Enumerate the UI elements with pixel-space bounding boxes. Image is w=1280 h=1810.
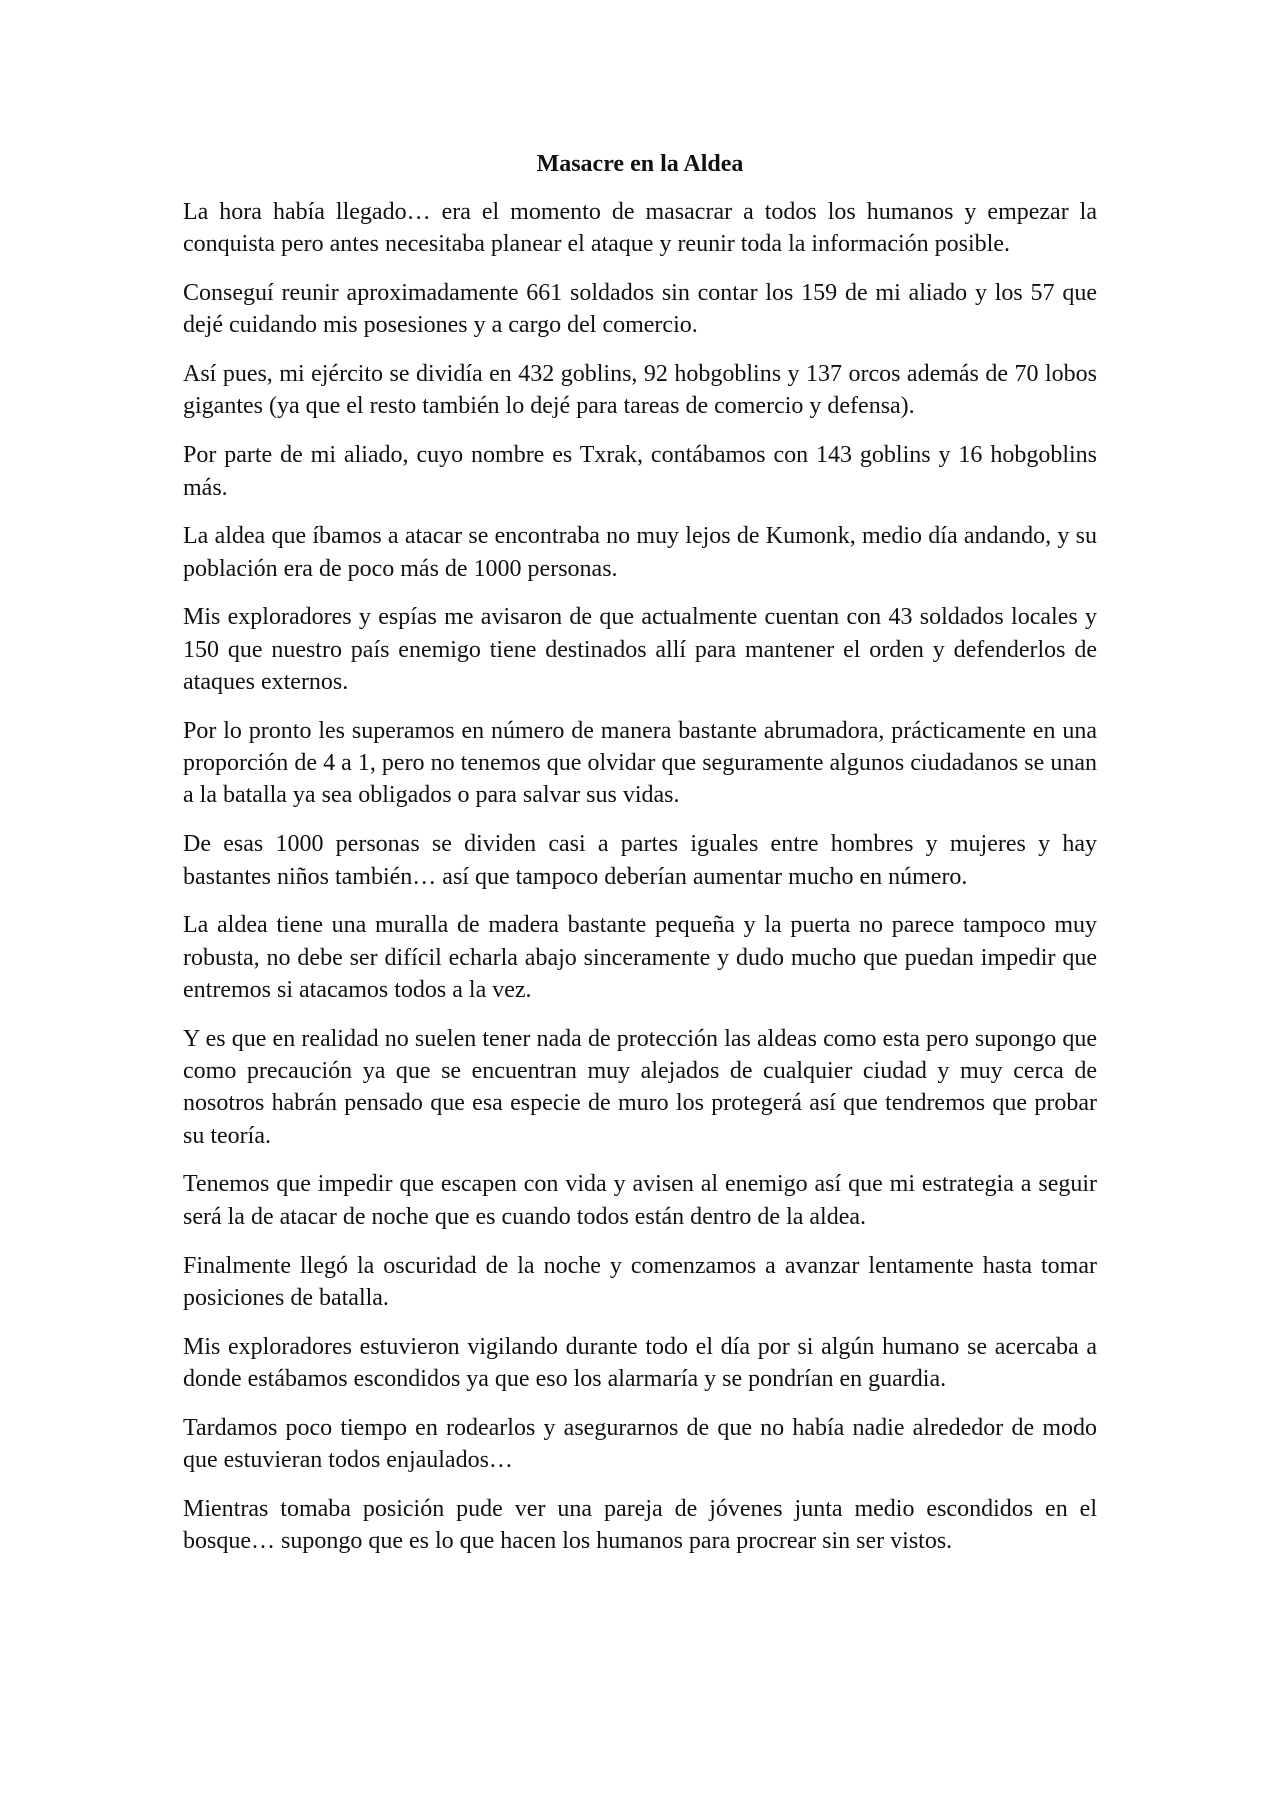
- paragraph-4: Por parte de mi aliado, cuyo nombre es Txrak, contábamos con 143 goblins y 16 hobgoblins más.: [183, 442, 1097, 501]
- paragraph-9: La aldea tiene una muralla de madera bastante pequeña y la puerta no parece tampoco muy robusta, no debe ser difícil echarla abajo sinceramente y dudo mucho que puedan impedir que entremos si atacamos todos a la vez.: [183, 912, 1097, 1003]
- paragraph-1: La hora había llegado… era el momento de masacrar a todos los humanos y empezar la conquista pero antes necesitaba planear el ataque y reunir toda la información posible.: [183, 199, 1097, 258]
- paragraph-15: Mientras tomaba posición pude ver una pareja de jóvenes junta medio escondidos en el bosque… supongo que es lo que hacen los humanos para procrear sin ser vistos.: [183, 1495, 1097, 1555]
- paragraph-11: Tenemos que impedir que escapen con vida y avisen al enemigo así que mi estrategia a seguir será la de atacar de noche que es cuando todos están dentro de la aldea.: [183, 1171, 1097, 1230]
- paragraph-5: La aldea que íbamos a atacar se encontraba no muy lejos de Kumonk, medio día andando, y su población era de poco más de 1000 personas.: [183, 523, 1097, 582]
- paragraph-14: Tardamos poco tiempo en rodearlos y asegurarnos de que no había nadie alrededor de modo que estuvieran todos enjaulados…: [183, 1414, 1097, 1473]
- document-title: Masacre en la Aldea: [536, 151, 744, 177]
- paragraph-3: Así pues, mi ejército se dividía en 432 goblins, 92 hobgoblins y 137 orcos además de 70 lobos gigantes (ya que el resto también lo dejé para tareas de comercio y defensa).: [183, 361, 1097, 420]
- paragraph-12: Finalmente llegó la oscuridad de la noche y comenzamos a avanzar lentamente hasta tomar posiciones de batalla.: [183, 1252, 1097, 1311]
- paragraph-7: Por lo pronto les superamos en número de manera bastante abrumadora, prácticamente en una proporción de 4 a 1, pero no tenemos que olvidar que seguramente algunos ciudadanos se unan a la batalla ya sea obligados o para salvar sus vidas.: [183, 717, 1097, 809]
- paragraph-6: Mis exploradores y espías me avisaron de que actualmente cuentan con 43 soldados locales y 150 que nuestro país enemigo tiene destinados allí para mantener el orden y defenderlos de ataques externos.: [183, 604, 1097, 696]
- document-page: [183, 148, 1097, 1574]
- paragraph-10: Y es que en realidad no suelen tener nada de protección las aldeas como esta pero supongo que como precaución ya que se encuentran muy alejados de cualquier ciudad y muy cerca de nosotros habrán pensado que esa especie de muro los protegerá así que tendremos que probar su teoría.: [183, 1025, 1097, 1149]
- paragraph-13: Mis exploradores estuvieron vigilando durante todo el día por si algún humano se acercaba a donde estábamos escondidos ya que eso los alarmaría y se pondrían en guardia.: [183, 1333, 1097, 1392]
- paragraph-2: Conseguí reunir aproximadamente 661 soldados sin contar los 159 de mi aliado y los 57 que dejé cuidando mis posesiones y a cargo del comercio.: [183, 280, 1097, 339]
- paragraph-8: De esas 1000 personas se dividen casi a partes iguales entre hombres y mujeres y hay bastantes niños también… así que tampoco deberían aumentar mucho en número.: [183, 831, 1097, 890]
